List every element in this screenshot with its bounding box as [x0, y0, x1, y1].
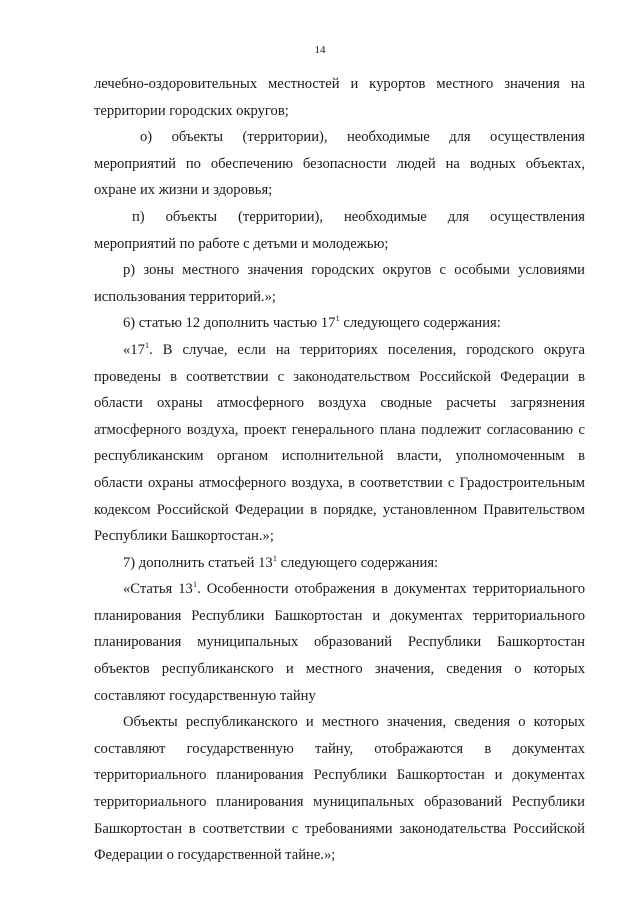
text-run: следующего содержания:: [276, 554, 439, 571]
word: тайну,: [314, 740, 354, 757]
text-line: составляют государственную тайну: [94, 687, 316, 704]
word: объекты: [171, 129, 224, 146]
word: осуществления: [490, 208, 585, 225]
text-line: республиканским органом исполнительной власти, уполномоченным в: [94, 448, 585, 465]
text-run: 7) дополнить статьей 13: [123, 554, 273, 571]
objects-second-line: [94, 736, 585, 763]
text-line: проведены в соответствии с законодательством Российской Федерации в: [94, 368, 585, 385]
text-run: «Статья 13: [123, 581, 193, 598]
item-letter: о): [140, 129, 153, 146]
text-line: области охраны атмосферного воздуха сводные расчеты загрязнения: [94, 395, 585, 412]
text-line: р) зоны местного значения городских округов с особыми условиями: [123, 262, 585, 279]
text-line: территориального планирования Республики Башкортостан и документах: [94, 767, 585, 784]
text-run: . В случае, если на территориях поселения, городского округа: [149, 341, 585, 358]
part-17-first-line: [94, 337, 585, 364]
word: документах: [512, 740, 585, 757]
superscript: 1: [272, 552, 277, 563]
superscript: 1: [335, 313, 340, 324]
text-line: мероприятий по работе с детьми и молодежью;: [94, 235, 389, 252]
word: для: [449, 129, 471, 146]
text-line: Башкортостан в соответствии с требованиями законодательства Российской: [94, 820, 585, 837]
point-7-line: [94, 550, 585, 577]
article-13-first-line: [94, 576, 585, 603]
word: осуществления: [490, 129, 585, 146]
text-line: объектов республиканского и местного значения, сведения о которых: [94, 661, 585, 678]
word: государственную: [186, 740, 294, 757]
word: необходимые: [343, 208, 427, 225]
word: отображаются: [374, 740, 464, 757]
text-line: территориального планирования муниципальных образований Республики: [94, 794, 585, 811]
text-line: Республики Башкортостан.»;: [94, 528, 274, 545]
point-6-line: [94, 310, 585, 337]
superscript: 1: [192, 579, 198, 590]
page-number: 14: [314, 44, 326, 56]
word: необходимые: [346, 129, 430, 146]
text-line: планирования муниципальных образований Республики Башкортостан: [94, 634, 585, 651]
text-line: кодексом Российской Федерации в порядке, установленном Правительством: [94, 501, 585, 518]
text-run: следующего содержания:: [339, 315, 501, 332]
text-line: использования территорий.»;: [94, 288, 276, 305]
text-line: Федерации о государственной тайне.»;: [94, 847, 336, 864]
word: (территории),: [237, 208, 324, 225]
document-body: [94, 71, 585, 869]
word: в: [484, 740, 492, 757]
text-run: «17: [123, 341, 145, 358]
item-o-first-line: [94, 124, 585, 151]
text-line: области охраны атмосферного воздуха, в соответствии с Градостроительным: [94, 474, 585, 491]
word: для: [447, 208, 470, 225]
item-letter: п): [132, 208, 145, 225]
item-p-first-line: [94, 204, 585, 231]
text-run: 6) статью 12 дополнить частью 17: [123, 315, 336, 332]
text-line: охране их жизни и здоровья;: [94, 182, 273, 199]
text-line: территории городских округов;: [94, 102, 289, 119]
text-line: лечебно-оздоровительных местностей и курортов местного значения на: [94, 76, 585, 92]
text-line: мероприятий по обеспечению безопасности людей на водных объектах,: [94, 155, 585, 172]
text-run: . Особенности отображения в документах территориального: [197, 581, 586, 598]
text-line: Объекты республиканского и местного значения, сведения о которых: [123, 714, 585, 731]
text-line: атмосферного воздуха, проект генерального плана подлежит согласованию с: [94, 421, 585, 438]
word: объекты: [165, 208, 218, 225]
text-line: планирования Республики Башкортостан и документах территориального: [94, 607, 585, 624]
superscript: 1: [144, 339, 150, 350]
word: (территории),: [242, 129, 328, 146]
word: составляют: [94, 740, 166, 757]
